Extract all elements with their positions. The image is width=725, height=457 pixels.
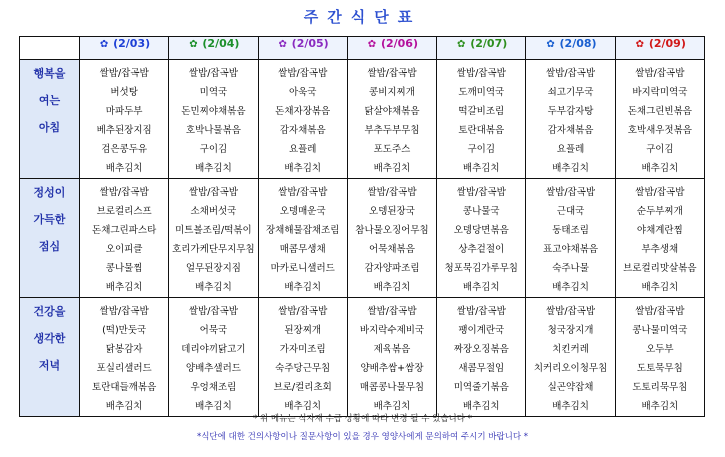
menu-item: 브로컬리스프 [96, 206, 152, 217]
menu-item: 실곤약잡채 [547, 382, 594, 393]
day-header: ✿ (2/04) [169, 37, 258, 60]
menu-cell [80, 298, 169, 417]
menu-item: 마파두부 [105, 106, 143, 117]
menu-item: 도토묵무침 [636, 363, 683, 374]
meal-label-line: 행복을 [33, 67, 66, 80]
meal-label [20, 60, 80, 179]
menu-item: 호박나물볶음 [185, 125, 241, 136]
menu-item: 배추김치 [195, 401, 232, 412]
menu-item: 구이김 [199, 144, 228, 155]
meal-label-line: 건강을 [33, 305, 66, 318]
meal-label-line: 저녁 [38, 359, 61, 372]
corner-cell [20, 37, 80, 60]
menu-item: 도토리묵무침 [632, 382, 688, 393]
menu-item: 떡갈비조림 [458, 106, 505, 117]
notice-menu-change: * 위 메뉴는 식자재 수급 상황에 따라 변경 될 수 있습니다 * [253, 414, 472, 424]
menu-item: 쌀밥/잡곡밥 [188, 68, 238, 79]
menu-item: 감자채볶음 [279, 125, 326, 136]
day-header: ✿ (2/03) [80, 37, 169, 60]
flower-icon: ✿ [278, 39, 287, 50]
menu-item: 버섯탕 [110, 87, 138, 98]
menu-item: 돈민찌야채볶음 [181, 106, 246, 117]
menu-item: 미역국 [199, 87, 228, 98]
meal-label-line: 정성이 [33, 186, 66, 199]
menu-list [348, 60, 436, 178]
menu-item: 요플레 [288, 144, 317, 155]
menu-item: 쌀밥/잡곡밥 [278, 68, 328, 79]
menu-item: 배추김치 [462, 401, 500, 412]
menu-item: 어묵국 [199, 325, 228, 336]
menu-item: 쌀밥/잡곡밥 [278, 187, 328, 198]
menu-item: 숙주나물 [552, 263, 589, 274]
menu-item: 마카로니샐러드 [270, 263, 335, 274]
menu-cell [258, 60, 347, 179]
menu-cell [258, 298, 347, 417]
menu-item: 바지락수제비국 [359, 325, 425, 336]
menu-item: 순두부찌개 [636, 206, 683, 217]
menu-list [616, 179, 704, 297]
menu-item: 콩나물찜 [105, 263, 143, 274]
menu-item: 배추김치 [195, 163, 232, 174]
menu-item: 호박새우젓볶음 [627, 125, 692, 136]
menu-item: 콩나물국 [462, 206, 500, 217]
menu-list [169, 179, 257, 297]
menu-item: 배추김치 [641, 163, 679, 174]
menu-cell [437, 298, 526, 417]
menu-item: 쌀밥/잡곡밥 [456, 68, 506, 79]
menu-item: 쌀밥/잡곡밥 [635, 68, 685, 79]
flower-icon: ✿ [99, 39, 109, 50]
menu-cell [347, 298, 436, 417]
menu-list [348, 298, 436, 416]
menu-list [526, 60, 614, 178]
menu-item: 배추김치 [641, 282, 679, 293]
menu-item: 쇠고기무국 [547, 87, 594, 98]
menu-item: (떡)만둣국 [102, 325, 147, 336]
menu-list [169, 60, 257, 178]
menu-item: 짜장오징볶음 [453, 344, 509, 355]
menu-item: 배추김치 [284, 163, 322, 174]
menu-cell [169, 298, 258, 417]
menu-item: 표고야채볶음 [543, 244, 599, 255]
menu-item: 미역줄기볶음 [453, 382, 509, 393]
menu-item: 구이김 [467, 144, 496, 155]
menu-cell [615, 179, 704, 298]
menu-list [437, 298, 525, 416]
menu-item: 부추생채 [641, 244, 679, 255]
menu-item: 배추김치 [373, 163, 411, 174]
menu-cell [526, 60, 615, 179]
menu-item: 감자채볶음 [547, 125, 594, 136]
menu-item: 쌀밥/잡곡밥 [546, 187, 596, 198]
menu-cell [437, 179, 526, 298]
meal-label [20, 298, 80, 417]
menu-item: 상추겉절이 [458, 244, 505, 255]
menu-item: 쌀밥/잡곡밥 [456, 187, 506, 198]
menu-item: 배추김치 [105, 282, 143, 293]
menu-item: 쌀밥/잡곡밥 [367, 68, 417, 79]
menu-cell [437, 60, 526, 179]
menu-item: 배추김치 [462, 282, 500, 293]
menu-list [80, 298, 168, 416]
menu-item: 바지락미역국 [632, 87, 688, 98]
menu-item: 콩비지찌개 [369, 87, 415, 98]
menu-cell [169, 60, 258, 179]
meal-label-line: 생각한 [33, 332, 66, 345]
menu-item: 배추김치 [552, 163, 589, 174]
menu-cell [258, 179, 347, 298]
menu-item: 새콤무절임 [458, 363, 505, 374]
menu-item: 장채해물잡채조림 [265, 225, 340, 236]
menu-item: 오이피클 [105, 244, 143, 255]
menu-item: 배추김치 [373, 282, 411, 293]
flower-icon: ✿ [635, 39, 644, 50]
page-title: 주간식단표 [303, 8, 422, 26]
menu-list [437, 60, 525, 178]
menu-list [259, 298, 347, 416]
menu-cell [615, 60, 704, 179]
menu-item: 제육볶음 [373, 344, 411, 355]
flower-icon: ✿ [546, 39, 555, 50]
menu-item: 쌀밥/잡곡밥 [546, 68, 596, 79]
menu-item: 오뎅당면볶음 [453, 225, 509, 236]
menu-list [616, 60, 704, 178]
meal-row [20, 60, 705, 179]
menu-item: 데리야끼닭고기 [181, 344, 246, 355]
menu-item: 브로/컬리초회 [273, 382, 332, 393]
menu-item: 토란대들깨볶음 [92, 382, 157, 393]
day-header: ✿ (2/08) [526, 37, 615, 60]
menu-item: 쌀밥/잡곡밥 [367, 187, 417, 198]
menu-item: 청국장지개 [547, 325, 594, 336]
menu-item: 가자미조림 [279, 344, 326, 355]
menu-cell [80, 60, 169, 179]
day-header: ✿ (2/07) [437, 37, 526, 60]
menu-item: 두부감자탕 [547, 106, 594, 117]
meal-row [20, 179, 705, 298]
menu-item: 배추김치 [105, 401, 143, 412]
menu-item: 배추김치 [641, 401, 679, 412]
header-row [20, 37, 705, 60]
menu-item: 쌀밥/잡곡밥 [99, 187, 149, 198]
menu-cell [347, 60, 436, 179]
menu-item: 돈채그린빈볶음 [627, 106, 692, 117]
menu-item: 쌀밥/잡곡밥 [367, 306, 417, 317]
menu-item: 닭살야채볶음 [364, 106, 420, 117]
menu-item: 오두부 [646, 344, 674, 355]
menu-item: 배추김치 [195, 282, 232, 293]
meal-label-line: 가득한 [33, 213, 66, 226]
flower-icon: ✿ [189, 39, 198, 50]
menu-list [259, 60, 347, 178]
menu-item: 배추김치 [284, 401, 322, 412]
menu-item: 오뎅매운국 [279, 206, 326, 217]
menu-item: 소채버섯국 [190, 206, 237, 217]
menu-item: 브로컬리맛살볶음 [623, 263, 697, 274]
menu-list [437, 179, 525, 297]
menu-list [80, 179, 168, 297]
day-header: ✿ (2/05) [258, 37, 347, 60]
menu-list [526, 298, 614, 416]
menu-list [526, 179, 614, 297]
menu-item: 배추김치 [373, 401, 411, 412]
menu-item: 돈채자장볶음 [275, 106, 331, 117]
menu-item: 배추김치 [552, 282, 589, 293]
meal-row [20, 298, 705, 417]
flower-icon: ✿ [367, 39, 377, 50]
menu-item: 배추김치 [284, 282, 322, 293]
day-header: ✿ (2/06) [347, 37, 436, 60]
menu-item: 숙주당근무침 [275, 363, 331, 374]
menu-item: 쌀밥/잡곡밥 [546, 306, 596, 317]
menu-item: 쌀밥/잡곡밥 [635, 187, 685, 198]
menu-cell [526, 298, 615, 417]
menu-cell [615, 298, 704, 417]
menu-item: 요플레 [556, 144, 585, 155]
menu-item: 된장찌개 [284, 325, 322, 336]
menu-item: 쌀밥/잡곡밥 [278, 306, 328, 317]
menu-item: 베추된장지짐 [96, 125, 152, 136]
menu-item: 포도주스 [373, 144, 411, 155]
menu-item: 포실리샐러드 [96, 363, 152, 374]
menu-item: 콩나물미역국 [632, 325, 688, 336]
day-header: ✿ (2/09) [615, 37, 704, 60]
menu-list [259, 179, 347, 297]
menu-cell [169, 179, 258, 298]
menu-item: 돈채그린파스타 [92, 225, 157, 236]
menu-list [169, 298, 257, 416]
menu-item: 아욱국 [288, 87, 317, 98]
menu-item: 배추김치 [105, 163, 143, 174]
menu-item: 양배추샐러드 [185, 363, 241, 374]
menu-item: 치커리오이청무침 [533, 363, 608, 374]
menu-item: 치킨커레 [552, 344, 589, 355]
menu-item: 도깨미역국 [458, 87, 505, 98]
meal-label-line: 점심 [38, 240, 61, 253]
menu-item: 양배추쌈+쌈장 [360, 363, 424, 374]
menu-item: 오뎅된장국 [369, 206, 415, 217]
menu-item: 쌀밥/잡곡밥 [99, 68, 149, 79]
weekly-menu-table [19, 36, 705, 417]
meal-label-line: 아침 [38, 121, 61, 134]
menu-item: 배추김치 [552, 401, 589, 412]
menu-item: 근대국 [556, 206, 585, 217]
menu-item: 참나물오징어무침 [355, 225, 429, 236]
menu-item: 우엉채조림 [190, 382, 237, 393]
menu-list [616, 298, 704, 416]
menu-item: 야채계란찜 [636, 225, 683, 236]
menu-item: 부추두부무침 [364, 125, 420, 136]
menu-item: 매콤무생채 [279, 244, 326, 255]
menu-list [80, 60, 168, 178]
menu-cell [347, 179, 436, 298]
menu-list [348, 179, 436, 297]
menu-item: 호리가케단무지무침 [172, 244, 255, 255]
menu-item: 감자양파조림 [364, 263, 420, 274]
menu-item: 쌀밥/잡곡밥 [188, 306, 238, 317]
menu-item: 쌀밥/잡곡밥 [188, 187, 238, 198]
menu-item: 어묵채볶음 [369, 244, 415, 255]
menu-item: 구이김 [646, 144, 674, 155]
menu-item: 미트볼조림/떡볶이 [175, 225, 252, 236]
menu-item: 쌀밥/잡곡밥 [456, 306, 506, 317]
menu-item: 닭봉감자 [105, 344, 143, 355]
menu-item: 매콤콩나물무침 [359, 382, 425, 393]
menu-item: 청포묵김가루무침 [444, 263, 518, 274]
meal-label-line: 여는 [38, 94, 61, 107]
menu-item: 배추김치 [462, 163, 500, 174]
flower-icon: ✿ [457, 39, 466, 50]
notice-contact-dietitian: *식단에 대한 건의사항이나 질문사항이 있을 경우 영양사에게 문의하여 주시기 바랍니다 * [196, 432, 529, 442]
menu-cell [80, 179, 169, 298]
menu-item: 쌀밥/잡곡밥 [635, 306, 685, 317]
menu-item: 검은콩두유 [101, 144, 148, 155]
menu-item: 쌀밥/잡곡밥 [99, 306, 149, 317]
menu-item: 동태조림 [552, 225, 589, 236]
menu-item: 팽이계란국 [458, 325, 505, 336]
menu-cell [526, 179, 615, 298]
meal-label [20, 179, 80, 298]
menu-item: 토란대볶음 [458, 125, 505, 136]
menu-item: 얼무된장지짐 [185, 263, 241, 274]
